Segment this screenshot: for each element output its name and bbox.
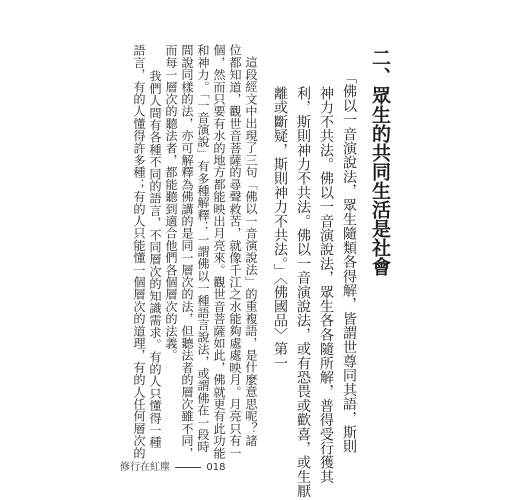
body-line: 個，然而只要有水的地方都能映出月亮來。觀世音菩薩如此，佛就更有此功能 xyxy=(212,44,226,459)
quote-line: 利，斯則神力不共法。佛以一音演說法，或有恐畏或歡喜，或生厭 xyxy=(295,86,311,498)
body-line: 位都知道，觀世音菩薩的尋聲救苦，就像千江之水能夠處處映月。月亮只有一 xyxy=(228,44,242,459)
running-footer xyxy=(120,458,225,473)
page-number: 018 xyxy=(206,462,226,473)
body-line: 我們人間有各種不同的語言，不同層次的知識需求。有的人只懂得一種 xyxy=(148,70,162,449)
quote-line: 「佛以一音演說法，眾生隨類各得解，皆謂世尊同其語，斯則 xyxy=(341,70,357,454)
body-line: 而每一層次的聽法者，都能聽到適合他們各個層次的法義。 xyxy=(164,44,178,362)
body-line: 和神力。「一音演說」有多種解釋：一謂佛以一種語言說法，或謂佛在一段時 xyxy=(196,44,210,453)
footer-rule xyxy=(175,467,201,468)
body-line: 這段經文中出現了三句「佛以一音演說法」的重複語，是什麼意思呢？諸 xyxy=(244,56,258,447)
body-line: 語言，有的人懂得許多種；有的人只能懂一個層次的道理，有的人任何層次的 xyxy=(132,44,146,459)
body-line: 間說同樣的法，亦可解釋為佛講的是同一層次的法，但聽法者的層次雖不同， xyxy=(180,44,194,459)
quote-line: 神力不共法。佛以一音演說法，眾生各各隨所解，普得受行獲其 xyxy=(318,86,334,484)
quote-line: 離或斷疑，斯則神力不共法。」〈佛國品〉第一 xyxy=(272,86,288,370)
section-title: 二、眾生的共同生活是社會 xyxy=(369,48,391,276)
book-title: 修行在紅塵 xyxy=(120,462,170,473)
